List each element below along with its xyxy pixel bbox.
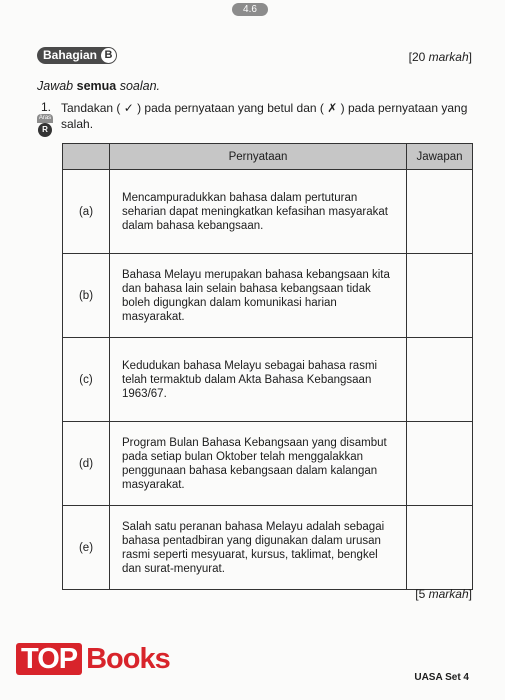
row-letter: (d)	[63, 422, 110, 506]
header-letter	[63, 144, 110, 170]
row-statement: Bahasa Melayu merupakan bahasa kebangsaan kita dan bahasa lain selain bahasa kebangsaan tidak boleh digungkan dalam komunikasi harian masyarakat.	[110, 254, 407, 338]
table-row	[63, 170, 473, 254]
level-label: Aras	[38, 115, 52, 121]
row-letter: (c)	[63, 338, 110, 422]
marks-close: ]	[468, 587, 472, 601]
instruction-verb: Jawab	[37, 79, 74, 93]
watermark-top: TOP	[16, 643, 82, 675]
row-statement: Mencampuradukkan bahasa dalam pertuturan seharian dapat meningkatkan kefasihan masyarakat dalam bahasa kebangsaan.	[110, 170, 407, 254]
question-text: Tandakan ( ✓ ) pada pernyataan yang betul dan ( ✗ ) pada pernyataan yang salah.	[61, 101, 468, 131]
answer-cell[interactable]	[407, 254, 473, 338]
level-badge	[37, 114, 53, 137]
table-row	[63, 422, 473, 506]
page-number: 4.6	[232, 3, 268, 16]
section-letter: B	[101, 48, 116, 63]
instruction-rest: soalan.	[119, 79, 161, 93]
instruction	[37, 79, 160, 93]
table-row	[63, 506, 473, 590]
row-statement: Program Bulan Bahasa Kebangsaan yang disambut pada setiap bulan Oktober telah menggalakkan penggunaan bahasa kebangsaan dalam kalangan masyarakat.	[110, 422, 407, 506]
row-statement: Kedudukan bahasa Melayu sebagai bahasa rasmi telah termaktub dalam Akta Bahasa Kebangsaan 1963/67.	[110, 338, 407, 422]
total-marks-unit: markah	[428, 50, 469, 64]
watermark-logo	[16, 643, 170, 676]
total-marks	[409, 50, 472, 64]
answer-cell[interactable]	[407, 506, 473, 590]
row-letter: (e)	[63, 506, 110, 590]
answer-cell[interactable]	[407, 170, 473, 254]
question-marks	[415, 587, 472, 601]
answer-cell[interactable]	[407, 422, 473, 506]
table-row	[63, 254, 473, 338]
question-number: 1.	[41, 100, 52, 114]
total-marks-close: ]	[468, 50, 472, 64]
answer-cell[interactable]	[407, 338, 473, 422]
row-letter: (b)	[63, 254, 110, 338]
row-letter: (a)	[63, 170, 110, 254]
footer-set-label: UASA Set 4	[414, 672, 469, 683]
marks-unit: markah	[428, 587, 469, 601]
table-header-row	[63, 144, 473, 170]
marks-open: [5	[415, 587, 429, 601]
total-marks-open: [20	[408, 50, 429, 64]
section-heading	[37, 47, 117, 64]
level-indicator: R	[38, 123, 52, 137]
watermark-books: Books	[86, 643, 170, 675]
table-row	[63, 338, 473, 422]
section-label: Bahagian	[43, 48, 98, 62]
statement-table	[62, 143, 473, 590]
instruction-emphasis: semua	[76, 79, 117, 93]
header-answer: Jawapan	[407, 144, 473, 170]
header-statement: Pernyataan	[110, 144, 407, 170]
row-statement: Salah satu peranan bahasa Melayu adalah sebagai bahasa pentadbiran yang digunakan dalam urusan rasmi seperti mesyuarat, kursus, taklimat, bengkel dan surat-menyurat.	[110, 506, 407, 590]
